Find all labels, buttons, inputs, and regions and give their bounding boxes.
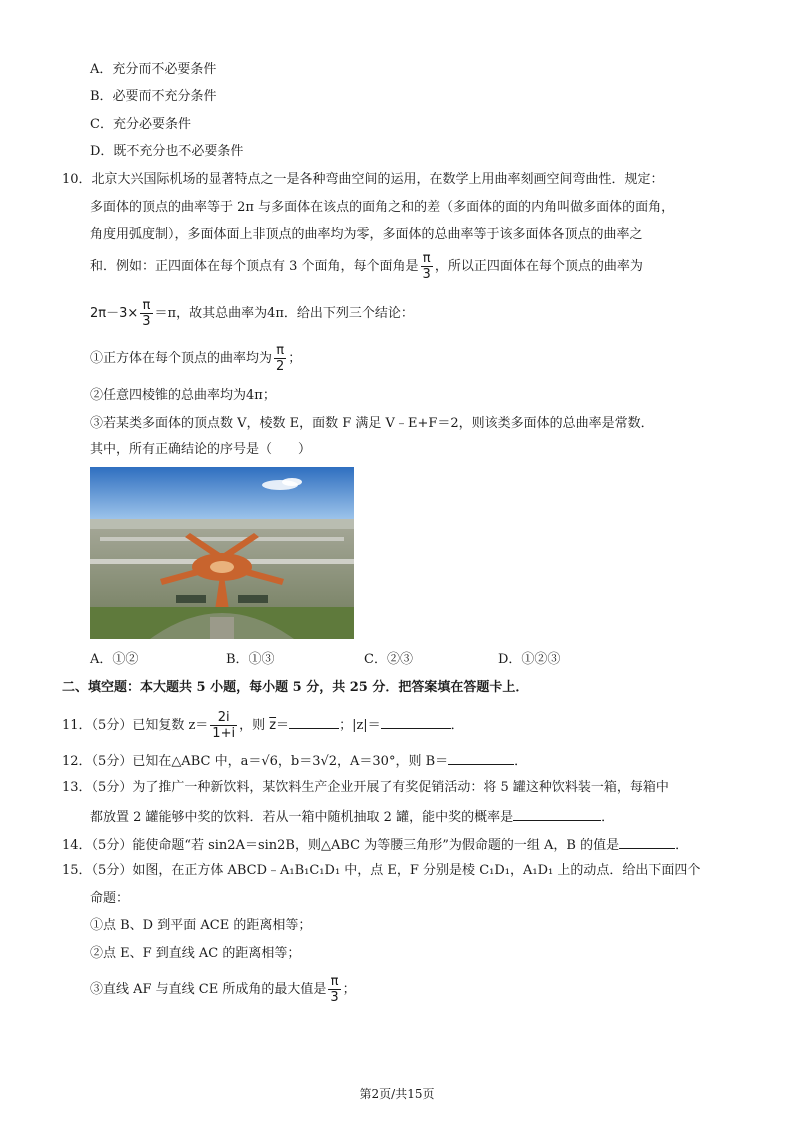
q10-conclusion-1: ①正方体在每个顶点的曲率均为 $\frac{\pi}{2}$ ； — [90, 343, 302, 374]
q15-proposition-3: ③直线 AF 与直线 CE 所成角的最大值是 $\frac{\pi}{3}$ ； — [90, 974, 356, 1005]
answer-blank[interactable] — [448, 750, 514, 765]
answer-blank[interactable] — [619, 834, 675, 849]
q14: 14．（5分）能使命题“若 sin2A＝sin2B，则△ABC 为等腰三角形”为假命题的一组 A，B 的值是 ． — [62, 834, 688, 855]
answer-blank[interactable] — [513, 806, 601, 821]
pi-over-3-fraction: $\frac{\pi}{3}$ — [330, 974, 339, 1005]
q12: 12．（5分）已知在△ABC 中，a＝√6，b＝3√2，A＝30°，则 B＝ ． — [62, 750, 527, 771]
q10-line-4 — [90, 251, 643, 282]
q9-option-a: A．充分而不必要条件 — [90, 62, 217, 77]
q10-choice-a: A．①② — [90, 652, 139, 667]
pi-over-2-fraction: $\frac{\pi}{2}$ — [276, 343, 285, 374]
q10-line-2: 多面体的顶点的曲率等于 2π 与多面体在该点的面角之和的差（多面体的面的内角叫做多面体的面角， — [90, 200, 675, 215]
q9-option-c: C．充分必要条件 — [90, 117, 191, 132]
q11: 11．（5分）已知复数 z＝ $\frac{2i}{1+i}$ ，则 $\overline{z}=$ ；|z|＝ ． — [62, 710, 464, 741]
pi-over-3-fraction: $\frac{\pi}{3}$ — [142, 298, 151, 329]
q10-line-5-pre: 2π－3× — [90, 306, 139, 321]
q10-choice-c: C．②③ — [364, 652, 413, 667]
q15-proposition-2: ②点 E、F 到直线 AC 的距离相等； — [90, 946, 301, 961]
pi-over-3-fraction: $\frac{\pi}{3}$ — [422, 251, 431, 282]
airport-photo — [90, 467, 354, 639]
section-2-heading: 二、填空题：本大题共 5 小题，每小题 5 分，共 25 分．把答案填在答题卡上． — [62, 680, 529, 695]
q10-choice-b: B．①③ — [226, 652, 275, 667]
answer-blank[interactable] — [381, 714, 451, 729]
q15-line-1: 15．（5分）如图，在正方体 ABCD﹣A₁B₁C₁D₁ 中，点 E，F 分别是棱 C₁D₁，A₁D₁ 上的动点．给出下面四个 — [62, 863, 701, 878]
page-footer: 第2页/共15页 — [359, 1087, 435, 1101]
q10-line-4-pre: 和．例如：正四面体在每个顶点有 3 个面角，每个面角是 — [90, 259, 419, 274]
q13-line-1: 13．（5分）为了推广一种新饮料，某饮料生产企业开展了有奖促销活动：将 5 罐这种饮料装一箱，每箱中 — [62, 780, 669, 795]
q13-line-2: 都放置 2 罐能够中奖的饮料．若从一箱中随机抽取 2 罐，能中奖的概率是 ． — [90, 806, 614, 827]
z-conjugate: $\overline{z}$ — [269, 718, 277, 733]
q10-line-1: 10．北京大兴国际机场的显著特点之一是各种弯曲空间的运用，在数学上用曲率刻画空间弯曲性．规定： — [62, 172, 664, 187]
q9-option-b: B．必要而不充分条件 — [90, 89, 217, 104]
q11-fraction: $\frac{2i}{1+i}$ — [212, 710, 236, 741]
q10-line-5 — [90, 298, 414, 329]
q15-line-2: 命题： — [90, 891, 130, 906]
q10-line-5-post: ＝π，故其总曲率为4π．给出下列三个结论： — [154, 306, 414, 321]
q10-question: 其中，所有正确结论的序号是（ ） — [90, 442, 312, 457]
q10-conclusion-2: ②任意四棱锥的总曲率均为4π； — [90, 388, 276, 403]
q9-option-d: D．既不充分也不必要条件 — [90, 144, 244, 159]
q10-line-4-post: ，所以正四面体在每个顶点的曲率为 — [434, 259, 643, 274]
q15-proposition-1: ①点 B、D 到平面 ACE 的距离相等； — [90, 918, 312, 933]
q10-line-3: 角度用弧度制），多面体面上非顶点的曲率均为零，多面体的总曲率等于该多面体各顶点的曲率之 — [90, 227, 643, 242]
q10-choice-d: D．①②③ — [498, 652, 561, 667]
answer-blank[interactable] — [289, 714, 339, 729]
q10-conclusion-3: ③若某类多面体的顶点数 V，棱数 E，面数 F 满足 V﹣E+F＝2，则该类多面体的总曲率是常数． — [90, 416, 654, 431]
